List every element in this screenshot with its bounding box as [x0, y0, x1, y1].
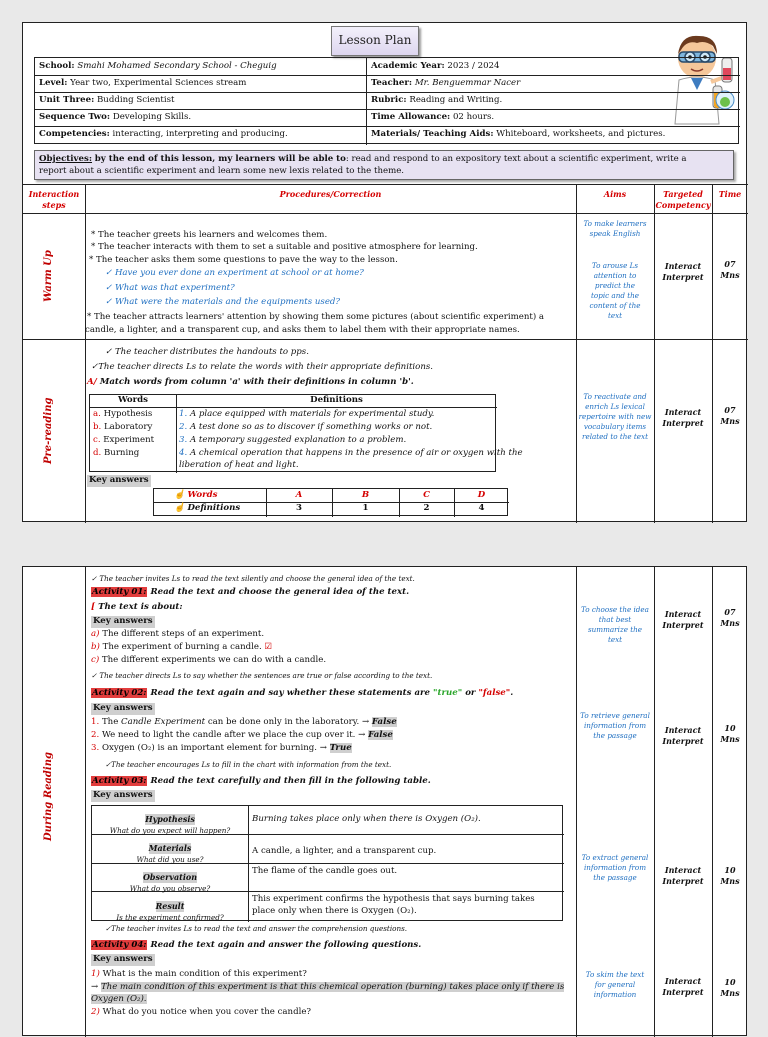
definitions-header: Definitions — [310, 395, 363, 405]
header-aims: Aims — [603, 189, 627, 199]
hypothesis-answer: Burning takes place only when there is Oxygen (O₂). — [252, 814, 481, 824]
warmup-aim-2: To arouse Ls attention to predict the topic and the content of the text — [589, 261, 641, 320]
word-row: b. Laboratory — [93, 422, 153, 432]
activity-01: Activity 01: Read the text and choose the general idea of the text. — [92, 587, 410, 597]
during-competency-4: Interact Interpret — [662, 976, 704, 997]
observation-heading: Observation What do you observe? — [129, 872, 211, 893]
during-intro-1: ✓ The teacher invites Ls to read the text silently and choose the general idea of the text. — [91, 574, 415, 583]
key-answers-label: Key answers — [93, 790, 153, 800]
warmup-question-3: ✓ What were the materials and the equipments used? — [105, 297, 341, 307]
activity-04-question-1: 1) What is the main condition of this experiment? — [91, 969, 307, 979]
key-number: 3 — [296, 503, 302, 513]
prereading-line-1: ✓ The teacher distributes the handouts to pps. — [105, 347, 309, 357]
during-aim-2: To retrieve general information from the passage — [580, 711, 650, 740]
warmup-line-3: * The teacher asks them some questions to pave the way to the lesson. — [89, 255, 398, 265]
result-answer: This experiment confirms the hypothesis that says burning takes place only when there is Oxygen (O₂). — [252, 894, 535, 916]
warmup-question-1: ✓ Have you ever done an experiment at school or at home? — [105, 268, 364, 278]
time-cell: Time Allowance: 02 hours. — [371, 112, 495, 122]
prereading-line-2: ✓The teacher directs Ls to relate the words with their appropriate definitions. — [91, 362, 434, 372]
materials-cell: Materials/ Teaching Aids: Whiteboard, worksheets, and pictures. — [371, 129, 666, 139]
hypothesis-heading: Hypothesis What do you expect will happen? — [109, 814, 231, 835]
activity-02: Activity 02: Read the text again and say whether these statements are "true" or "false". — [92, 688, 514, 698]
materials-heading: Materials What did you use? — [136, 843, 204, 864]
during-time-1: 07 Mns — [720, 607, 740, 628]
lesson-plan-page-1 — [22, 22, 747, 522]
definition-row: 2. A test done so as to discover if something works or not. — [179, 422, 433, 432]
activity-02-item: 3. Oxygen (O₂) is an important element for burning. → True — [91, 743, 352, 753]
experiment-table — [91, 805, 563, 921]
info-table — [34, 57, 739, 144]
during-competency-3: Interact Interpret — [662, 865, 704, 886]
prereading-key-label: Key answers — [89, 475, 149, 485]
definition-row: 4. A chemical operation that happens in the presence of air or oxygen with the — [179, 448, 523, 458]
warmup-closing-1: * The teacher attracts learners' attention by showing them some pictures (about scientific experiment) a — [87, 312, 545, 322]
words-definitions-table — [89, 394, 523, 472]
result-heading: Result Is the experiment confirmed? — [116, 901, 224, 922]
during-time-4: 10 Mns — [720, 977, 740, 998]
during-aim-4: To skim the text for general information — [585, 970, 645, 999]
prereading-competency: Interact Interpret — [662, 407, 704, 428]
warmup-closing-2: candle, a lighter, and a transparent cup, and asks them to label them with their appropriate names. — [85, 325, 520, 335]
key-letter: C — [423, 490, 430, 500]
school-cell: School: Smahi Mohamed Secondary School - Cheguig — [39, 61, 277, 71]
unit-cell: Unit Three: Budding Scientist — [39, 95, 175, 105]
key-number: 1 — [362, 503, 369, 513]
key-answers-label: Key answers — [93, 954, 153, 964]
activity-01-option: a) The different steps of an experiment. — [91, 629, 265, 639]
observation-answer: The flame of the candle goes out. — [252, 866, 398, 876]
header-competency: Targeted Competency — [655, 189, 711, 210]
warmup-time: 07 Mns — [720, 259, 740, 280]
definition-row: 1. A place equipped with materials for experimental study. — [179, 409, 435, 419]
definition-row: 3. A temporary suggested explanation to a problem. — [179, 435, 407, 445]
key-number: 4 — [478, 503, 485, 513]
warmup-label: Warm Up — [43, 250, 54, 302]
teacher-cell: Teacher: Mr. Benguemmar Nacer — [371, 78, 521, 88]
key-answers-label: Key answers — [93, 703, 153, 713]
lesson-plan-page-2 — [22, 566, 747, 1036]
during-competency-2: Interact Interpret — [662, 725, 704, 746]
level-cell: Level: Year two, Experimental Sciences stream — [39, 78, 247, 88]
prereading-task: A/ Match words from column 'a' with their definitions in column 'b'. — [87, 377, 414, 387]
key-answers-label: Key answers — [93, 616, 153, 626]
during-intro-2: ✓ The teacher directs Ls to say whether the sentences are true or false according to the text. — [91, 671, 433, 680]
header-time: Time — [718, 189, 742, 199]
during-intro-3: ✓The teacher encourages Ls to fill in the chart with information from the text. — [105, 760, 392, 769]
activity-01-sub: [ The text is about: — [91, 602, 183, 612]
word-row: d. Burning — [93, 448, 140, 458]
warmup-line-1: * The teacher greets his learners and welcomes them. — [91, 230, 328, 240]
key-number: 2 — [423, 503, 430, 513]
key-letter: A — [295, 490, 303, 500]
prereading-label: Pre-reading — [43, 397, 54, 465]
year-cell: Academic Year: 2023 / 2024 — [371, 61, 500, 71]
activity-01-option: c) The different experiments we can do with a candle. — [91, 655, 327, 665]
rubric-cell: Rubric: Reading and Writing. — [371, 95, 503, 105]
prereading-aim: To reactivate and enrich Ls lexical repertoire with new vocabulary items related to the text — [578, 392, 652, 441]
key-letter: B — [361, 490, 370, 500]
key-words-label: ☝ Words — [174, 490, 218, 500]
during-time-2: 10 Mns — [720, 723, 740, 744]
activity-04-answer-1: → The main condition of this experiment is that this chemical operation (burning) takes place only if there is Oxygen (O₂). — [91, 982, 565, 1004]
header-procedures: Procedures/Correction — [279, 189, 382, 199]
materials-answer: A candle, a lighter, and a transparent cup. — [252, 846, 437, 856]
activity-02-item: 2. We need to light the candle after we place the cup over it. → False — [91, 730, 393, 740]
during-intro-4: ✓The teacher invites Ls to read the text and answer the comprehension questions. — [105, 924, 408, 933]
page-title: Lesson Plan — [331, 26, 419, 56]
warmup-question-2: ✓ What was that experiment? — [105, 283, 235, 293]
during-aim-1: To choose the idea that best summarize the text — [581, 605, 649, 644]
key-defs-label: ☝ Definitions — [174, 503, 241, 513]
sequence-cell: Sequence Two: Developing Skills. — [39, 112, 192, 122]
definition-row-cont: liberation of heat and light. — [179, 460, 299, 470]
during-reading-label: During Reading — [43, 752, 54, 842]
key-letter: D — [477, 490, 486, 500]
competencies-cell: Competencies: interacting, interpreting and producing. — [39, 129, 288, 139]
objectives-box: Objectives: by the end of this lesson, my learners will be able to: read and respond to an expository text about a scientific experiment, write a report about a scientific experiment and learn some new lexis related to the theme. — [34, 150, 734, 180]
prereading-time: 07 Mns — [720, 405, 740, 426]
words-header: Words — [117, 395, 149, 405]
during-competency-1: Interact Interpret — [662, 609, 704, 630]
warmup-aim-1: To make learners speak English — [583, 219, 647, 238]
word-row: c. Experiment — [93, 435, 155, 445]
warmup-line-2: * The teacher interacts with them to set a suitable and positive atmosphere for learning. — [91, 242, 478, 252]
warmup-competency: Interact Interpret — [662, 261, 704, 282]
during-aim-3: To extract general information from the passage — [581, 853, 649, 882]
key-answers-table — [153, 488, 508, 516]
activity-04-question-2: 2) What do you notice when you cover the candle? — [91, 1007, 312, 1017]
word-row: a. Hypothesis — [93, 409, 153, 419]
activity-02-item: 1. The Candle Experiment can be done only in the laboratory. → False — [91, 717, 397, 727]
activity-03: Activity 03: Read the text carefully and then fill in the following table. — [92, 776, 431, 786]
activity-04: Activity 04: Read the text again and answer the following questions. — [92, 940, 422, 950]
header-steps: Interaction steps — [28, 189, 80, 210]
activity-01-option: b) The experiment of burning a candle. ☑ — [91, 642, 273, 652]
during-time-3: 10 Mns — [720, 865, 740, 886]
